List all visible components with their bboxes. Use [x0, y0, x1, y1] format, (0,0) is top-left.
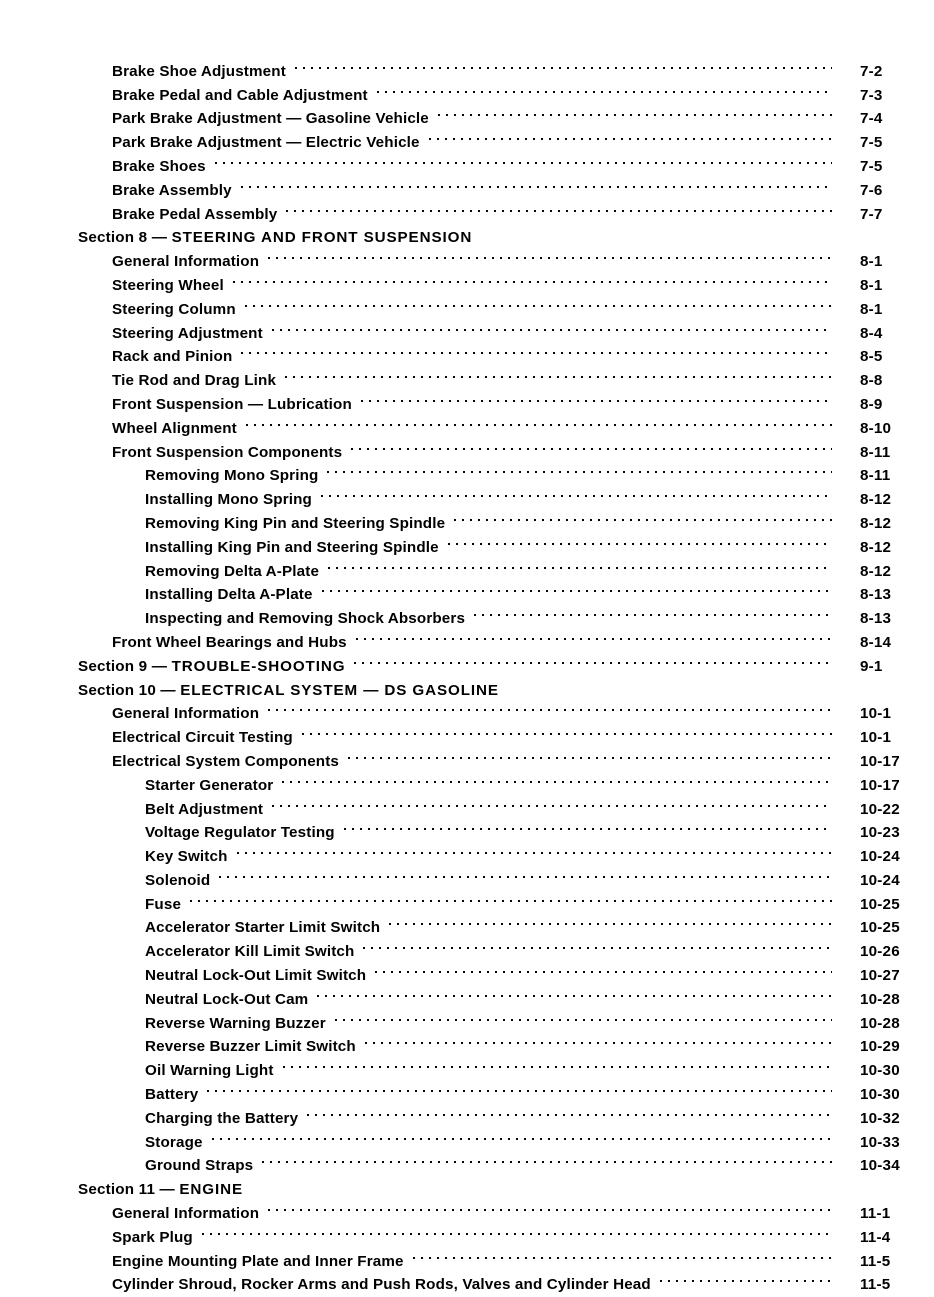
toc-entry-title: Oil Warning Light [145, 1062, 274, 1080]
toc-entry[interactable] [0, 1075, 934, 1104]
toc-page-number: 10-30 [860, 1086, 900, 1104]
toc-section-prefix: Section 11 — [78, 1181, 180, 1199]
toc-entry-title: Brake Pedal Assembly [112, 205, 278, 223]
toc-entry-title: Steering Column [112, 300, 236, 318]
toc-page-number: 10-24 [860, 848, 900, 866]
toc-page-number: 8-1 [860, 253, 883, 271]
toc-entry-title: Engine Mounting Plate and Inner Frame [112, 1252, 404, 1270]
toc-entry[interactable] [0, 504, 934, 532]
toc-page-number: 11-5 [860, 1276, 891, 1294]
dot-leader [212, 1123, 832, 1147]
toc-page-number: 10-24 [860, 871, 900, 889]
toc-entry-title: Belt Adjustment [145, 800, 264, 818]
toc-entry[interactable] [0, 528, 934, 556]
dot-leader [328, 552, 832, 576]
dot-leader [190, 885, 832, 909]
toc-page-number: 8-11 [860, 443, 891, 461]
toc-entry-title: Ground Straps [145, 1157, 254, 1175]
dot-leader [268, 242, 832, 266]
dot-leader [474, 599, 832, 623]
dot-leader [448, 528, 832, 552]
toc-entry-title: Steering Adjustment [112, 324, 263, 342]
toc-entry-title: Removing Delta A-Plate [145, 562, 320, 580]
dot-leader [219, 861, 832, 885]
toc-page-number: 10-23 [860, 824, 900, 842]
dot-leader [322, 576, 832, 600]
dot-leader [268, 695, 832, 719]
toc-entry[interactable] [0, 576, 934, 604]
toc-entry-title: Tie Rod and Drag Link [112, 372, 277, 390]
toc-entry-title: Battery [145, 1086, 199, 1104]
toc-page-number: 9-1 [860, 657, 883, 675]
toc-entry-title: Installing Mono Spring [145, 491, 312, 509]
dot-leader [335, 1004, 832, 1028]
toc-page-number: 10-25 [860, 919, 900, 937]
dot-leader [202, 1218, 832, 1242]
toc-page-number: 7-7 [860, 205, 883, 223]
dot-leader [321, 480, 832, 504]
dot-leader [344, 814, 832, 838]
toc-page-number: 8-1 [860, 300, 883, 318]
toc-entry[interactable] [0, 956, 934, 985]
toc-entry-title: Brake Shoes [112, 157, 206, 175]
toc-page-number: 10-22 [860, 800, 900, 818]
toc-page-number: 8-1 [860, 276, 883, 294]
toc-page-number: 10-29 [860, 1038, 900, 1056]
toc-entry-title: Electrical System Components [112, 752, 340, 770]
toc-page-number: 8-9 [860, 395, 883, 413]
toc-entry-title: Starter Generator [145, 776, 274, 794]
toc-entry[interactable] [0, 885, 934, 913]
toc-entry[interactable] [0, 814, 934, 842]
toc-section-name: STEERING AND FRONT SUSPENSION [171, 229, 473, 247]
toc-page-number: 10-17 [860, 752, 900, 770]
dot-leader [268, 1194, 832, 1218]
toc-entry[interactable] [0, 909, 934, 937]
toc-entry-title: Accelerator Kill Limit Switch [145, 943, 355, 961]
toc-page-number: 8-13 [860, 586, 892, 604]
toc-page-number: 8-8 [860, 372, 883, 390]
dot-leader [282, 766, 832, 790]
dot-leader [237, 837, 832, 861]
toc-entry-title: Reverse Warning Buzzer [145, 1014, 326, 1032]
toc-entry-title: Front Wheel Bearings and Hubs [112, 633, 347, 651]
dot-leader [317, 980, 832, 1004]
toc-page-number: 7-4 [860, 110, 883, 128]
dot-leader [283, 1051, 832, 1075]
toc-page-number: 8-11 [860, 467, 891, 485]
toc-page-number: 8-10 [860, 419, 892, 437]
toc-page-number: 7-2 [860, 62, 883, 80]
toc-section-name: ENGINE [179, 1181, 243, 1199]
dot-leader [295, 52, 832, 76]
dot-leader [413, 1242, 832, 1266]
toc-entry-title: Brake Shoe Adjustment [112, 62, 286, 80]
toc-entry-title: Fuse [145, 895, 182, 913]
toc-page-number: 7-6 [860, 181, 883, 199]
dot-leader [354, 647, 832, 671]
dot-leader [262, 1147, 832, 1171]
toc-page-number: 10-28 [860, 1014, 900, 1032]
toc-entry-title: Charging the Battery [145, 1109, 299, 1127]
toc-page-number: 8-12 [860, 562, 892, 580]
toc-page-number: 10-27 [860, 967, 900, 985]
toc-entry[interactable] [0, 980, 934, 1008]
toc-entry-title: Wheel Alignment [112, 419, 237, 437]
dot-leader [348, 742, 832, 766]
dot-leader [660, 1266, 832, 1290]
dot-leader [233, 266, 832, 290]
dot-leader [272, 790, 832, 814]
dot-leader [252, 1170, 832, 1194]
toc-page-number: 10-30 [860, 1062, 900, 1080]
toc-page-number: 10-32 [860, 1109, 900, 1127]
toc-page-number: 8-13 [860, 610, 892, 628]
toc-entry[interactable] [0, 861, 934, 889]
dot-leader [241, 338, 832, 362]
dot-leader [245, 290, 832, 314]
toc-entry-title: Neutral Lock-Out Cam [145, 990, 309, 1008]
toc-entry-title: Front Suspension Components [112, 443, 343, 461]
dot-leader [363, 932, 832, 956]
dot-leader [377, 76, 832, 100]
dot-leader [241, 171, 832, 195]
toc-page-number: 10-26 [860, 943, 900, 961]
dot-leader [361, 385, 832, 409]
toc-entry[interactable] [0, 1028, 934, 1056]
dot-leader [307, 1099, 832, 1123]
toc-page-number: 8-4 [860, 324, 883, 342]
toc-entry-title: Storage [145, 1133, 203, 1151]
toc-page-number: 10-1 [860, 729, 892, 747]
toc-page-number: 7-5 [860, 134, 883, 152]
toc-section-prefix: Section 10 — [78, 681, 181, 699]
dot-leader [365, 1028, 832, 1052]
toc-entry-title: Removing King Pin and Steering Spindle [145, 514, 446, 532]
toc-entry-title: Installing Delta A-Plate [145, 586, 313, 604]
toc-entry-title: Front Suspension — Lubrication [112, 395, 352, 413]
toc-section-name: TROUBLE-SHOOTING [171, 657, 346, 675]
toc-page-number: 8-12 [860, 491, 892, 509]
toc-entry-title [78, 655, 345, 679]
dot-leader [481, 219, 832, 243]
toc-page-number: 11-1 [860, 1205, 891, 1223]
toc-page-number: 11-5 [860, 1252, 891, 1270]
toc-entry-title: Accelerator Starter Limit Switch [145, 919, 381, 937]
dot-leader [272, 314, 832, 338]
dot-leader [389, 909, 832, 933]
toc-entry-title: Reverse Buzzer Limit Switch [145, 1038, 356, 1056]
toc-entry-title: Rack and Pinion [112, 348, 233, 366]
dot-leader [215, 147, 832, 171]
toc-section-heading[interactable] [0, 1170, 934, 1199]
toc-entry-title: Steering Wheel [112, 276, 224, 294]
toc-page-number: 10-28 [860, 990, 900, 1008]
toc-entry[interactable] [0, 1147, 934, 1175]
toc-entry-title: Neutral Lock-Out Limit Switch [145, 967, 367, 985]
toc-entry-title: Removing Mono Spring [145, 467, 319, 485]
dot-leader [285, 361, 832, 385]
toc-entry-title: Park Brake Adjustment — Gasoline Vehicle [112, 110, 429, 128]
toc-entry[interactable] [0, 1051, 934, 1080]
toc-entry[interactable] [0, 480, 934, 509]
toc-entry[interactable] [0, 599, 934, 628]
toc-entry-title: Key Switch [145, 848, 228, 866]
toc-entry-title: Inspecting and Removing Shock Absorbers [145, 610, 466, 628]
toc-page-number: 10-34 [860, 1157, 900, 1175]
toc-entry[interactable] [0, 932, 934, 961]
toc-entry[interactable] [0, 1004, 934, 1032]
toc-entry[interactable] [0, 790, 934, 818]
toc-entry-title: General Information [112, 705, 260, 723]
dot-leader [207, 1075, 832, 1099]
toc-entry-title: General Information [112, 253, 260, 271]
toc-page-number: 7-3 [860, 86, 883, 104]
toc-entry-title: Cylinder Shroud, Rocker Arms and Push Rods, Valves and Cylinder Head [112, 1276, 651, 1294]
toc-entry[interactable] [0, 623, 934, 651]
toc-entry-title: Spark Plug [112, 1228, 193, 1246]
toc-page-number: 10-17 [860, 776, 900, 794]
toc-entry-title: Brake Assembly [112, 181, 232, 199]
dot-leader [454, 504, 832, 528]
toc-entry-title [78, 1178, 243, 1202]
toc-entry[interactable] [0, 552, 934, 580]
toc-entry[interactable] [0, 1099, 934, 1127]
dot-leader [286, 195, 832, 219]
toc-page-number: 8-14 [860, 633, 892, 651]
toc-entry-title: Solenoid [145, 871, 211, 889]
toc-page-number: 11-4 [860, 1228, 891, 1246]
toc-page-number: 10-25 [860, 895, 900, 913]
toc-entry-title: General Information [112, 1205, 260, 1223]
dot-leader [351, 433, 832, 457]
dot-leader [429, 123, 832, 147]
dot-leader [327, 457, 832, 481]
dot-leader [508, 671, 832, 695]
toc-entry-title: Electrical Circuit Testing [112, 729, 293, 747]
toc-entry[interactable] [0, 1123, 934, 1151]
dot-leader [302, 718, 832, 742]
dot-leader [246, 409, 832, 433]
dot-leader [438, 100, 832, 124]
toc-entry[interactable] [0, 837, 934, 866]
toc-entry-title: Voltage Regulator Testing [145, 824, 335, 842]
dot-leader [356, 623, 832, 647]
toc-page-number: 8-5 [860, 348, 883, 366]
toc-entry[interactable] [0, 52, 934, 80]
dot-leader [375, 956, 832, 980]
toc-page-number: 8-12 [860, 538, 892, 556]
toc-page-number: 10-1 [860, 705, 892, 723]
toc-section-prefix: Section 8 — [78, 229, 172, 247]
toc-entry-title: Brake Pedal and Cable Adjustment [112, 86, 368, 104]
toc-page-number: 10-33 [860, 1133, 900, 1151]
toc-page-number: 8-12 [860, 514, 892, 532]
toc-section-prefix: Section 9 — [78, 657, 172, 675]
toc-section-name: ELECTRICAL SYSTEM — DS GASOLINE [180, 681, 499, 699]
toc-entry-title: Installing King Pin and Steering Spindle [145, 538, 439, 556]
toc-page-number: 7-5 [860, 157, 883, 175]
toc-entry-title: Park Brake Adjustment — Electric Vehicle [112, 134, 420, 152]
